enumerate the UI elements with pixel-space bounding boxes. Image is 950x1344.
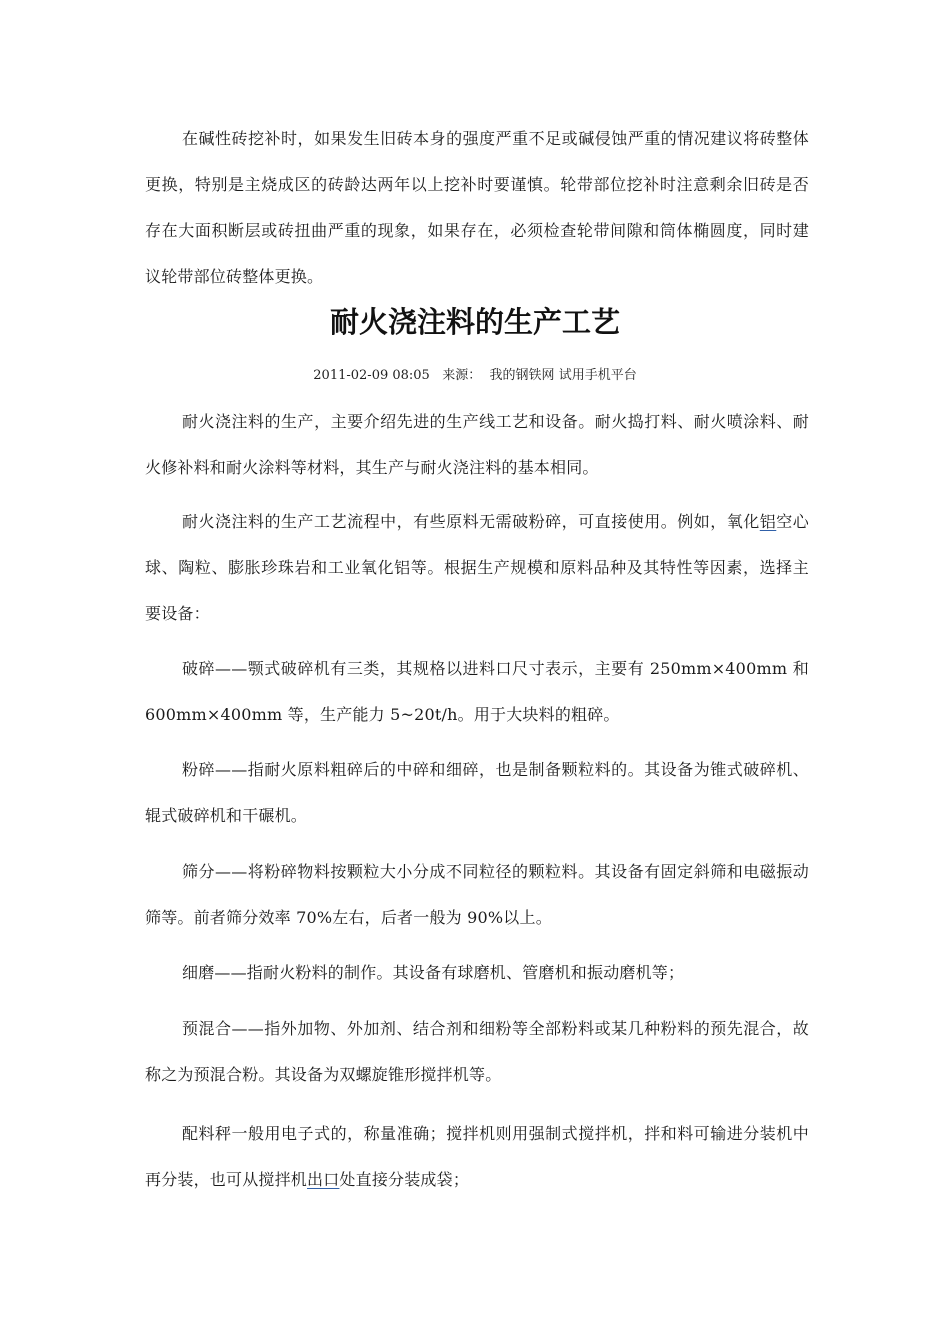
paragraph-text: 配料秤一般用电子式的，称量准确；搅拌机则用强制式搅拌机，拌和料可输进分装机中再分装，也可从搅拌机 xyxy=(145,1124,809,1189)
article-date: 2011-02-09 08:05 xyxy=(313,368,430,383)
paragraph-text: 耐火浇注料的生产工艺流程中，有些原料无需破粉碎，可直接使用。例如，氧化 xyxy=(182,512,760,531)
outlet-link[interactable]: 出口 xyxy=(307,1170,340,1189)
article-meta xyxy=(0,366,950,386)
paragraph-process-flow xyxy=(145,499,809,637)
source-label: 来源： xyxy=(442,368,482,383)
paragraph-fine-grinding: 细磨——指耐火粉料的制作。其设备有球磨机、管磨机和振动磨机等； xyxy=(182,963,685,982)
paragraph-screening: 筛分——将粉碎物料按颗粒大小分成不同粒径的颗粒料。其设备有固定斜筛和电磁振动筛等。前者筛分效率 70%左右，后者一般为 90%以上。 xyxy=(145,862,809,927)
paragraph-premixing: 预混合——指外加物、外加剂、结合剂和细粉等全部粉料或某几种粉料的预先混合，故称之为预混合粉。其设备为双螺旋锥形搅拌机等。 xyxy=(145,1019,809,1084)
paragraph-pulverizing: 粉碎——指耐火原料粗碎后的中碎和细碎，也是制备颗粒料的。其设备为锥式破碎机、辊式破碎机和干碾机。 xyxy=(145,760,809,825)
paragraph-text: 处直接分装成袋； xyxy=(339,1170,470,1189)
aluminum-link[interactable]: 铝 xyxy=(759,512,777,531)
paragraph-batching xyxy=(145,1111,809,1203)
paragraph-text: 空心球、陶粒、膨胀珍珠岩和工业氧化铝等。根据生产规模和原料品种及其特性等因素，选择主要设备： xyxy=(145,512,809,623)
article-title: 耐火浇注料的生产工艺 xyxy=(329,305,620,339)
paragraph-crushing: 破碎——颚式破碎机有三类，其规格以进料口尺寸表示，主要有 250mm×400mm 和 600mm×400mm 等，生产能力 5~20t/h。用于大块料的粗碎。 xyxy=(145,659,809,724)
source-name[interactable]: 我的钢铁网 xyxy=(489,368,555,383)
paragraph-intro-production: 耐火浇注料的生产，主要介绍先进的生产线工艺和设备。耐火捣打料、耐火喷涂料、耐火修补料和耐火涂料等材料，其生产与耐火浇注料的基本相同。 xyxy=(145,412,809,477)
intro-paragraph: 在碱性砖挖补时，如果发生旧砖本身的强度严重不足或碱侵蚀严重的情况建议将砖整体更换，特别是主烧成区的砖龄达两年以上挖补时要谨慎。轮带部位挖补时注意剩余旧砖是否存在大面积断层或砖扭曲严重的现象，如果存在，必须检查轮带间隙和筒体椭圆度，同时建议轮带部位砖整体更换。 xyxy=(145,129,809,286)
mobile-platform-link[interactable]: 试用手机平台 xyxy=(558,368,637,383)
